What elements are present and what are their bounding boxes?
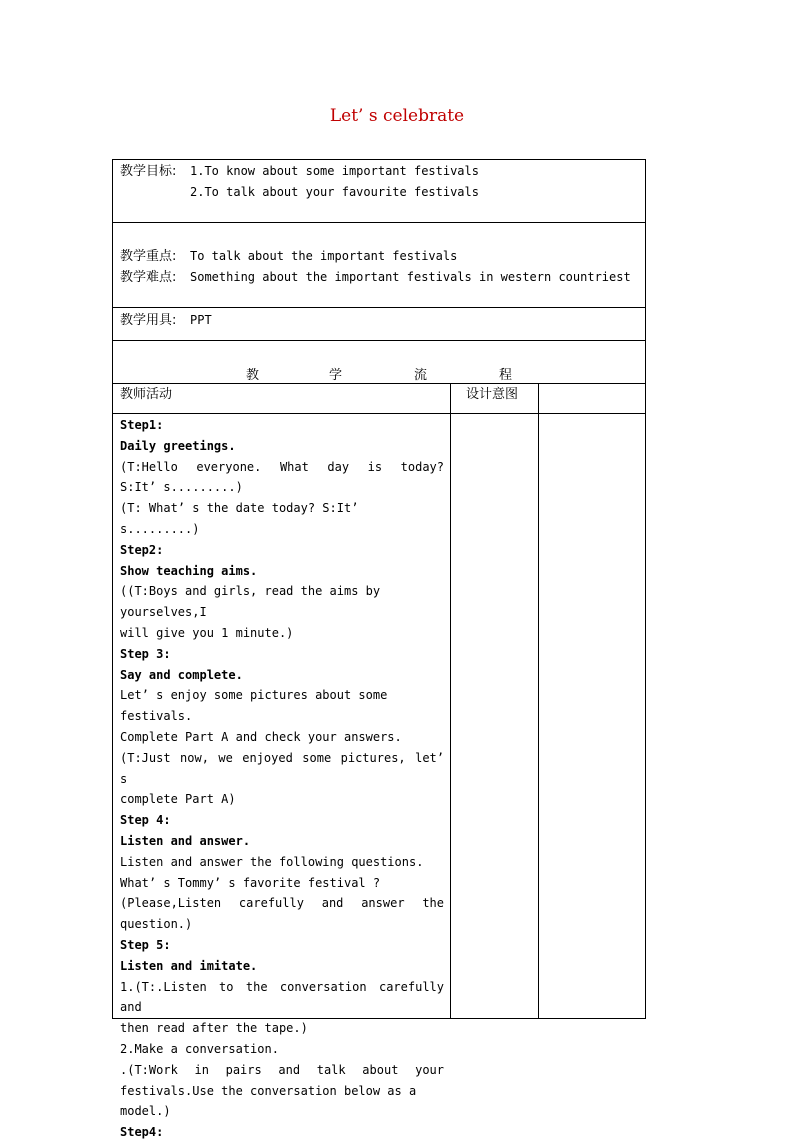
flow-heading bbox=[113, 364, 645, 384]
flow-heading-char: 学 bbox=[329, 368, 343, 383]
teacher-activity-header: 教师活动 bbox=[120, 387, 173, 402]
step-line: 2.Make a conversation. bbox=[120, 1041, 279, 1056]
teacher-activity-content bbox=[120, 415, 444, 1143]
column-divider bbox=[538, 383, 539, 1018]
difficult-point-label: 教学难点: bbox=[120, 270, 177, 285]
step-line: question.) bbox=[120, 917, 193, 932]
step-line: (T: What’ s the date today? S:It’ s.........) bbox=[120, 501, 359, 536]
step-heading: Step 4: bbox=[120, 813, 171, 828]
step-line: S:It’ s.........) bbox=[120, 480, 243, 495]
step-title: Listen and answer. bbox=[120, 833, 251, 848]
lesson-plan-table bbox=[112, 159, 646, 1140]
step-title: Say and complete. bbox=[120, 667, 243, 682]
tools-text: PPT bbox=[190, 313, 212, 327]
step-heading: Step1: bbox=[120, 418, 164, 432]
step-heading: Step 5: bbox=[120, 937, 171, 952]
step-line: Let’ s enjoy some pictures about some festivals. bbox=[120, 688, 388, 724]
step-heading: Step2: bbox=[120, 542, 164, 557]
step-title: Show teaching aims. bbox=[120, 563, 258, 578]
step-line: Listen and answer the following questions. bbox=[120, 854, 424, 869]
objective-1: 1.To know about some important festivals bbox=[190, 164, 479, 178]
step-line: What’ s Tommy’ s favorite festival ? bbox=[120, 875, 381, 890]
objective-2: 2.To talk about your favourite festivals bbox=[190, 185, 479, 199]
difficult-point-text: Something about the important festivals in western countriest bbox=[190, 270, 631, 284]
step-line: (T:Just now, we enjoyed some pictures, let’ s bbox=[120, 750, 444, 786]
row-divider bbox=[113, 413, 645, 414]
step-heading: Step 3: bbox=[120, 646, 171, 661]
step-line: (T:Hello everyone. What day is today? bbox=[120, 459, 444, 474]
step-line: complete Part A) bbox=[120, 792, 236, 807]
flow-heading-char: 教 bbox=[246, 368, 260, 383]
tools-label: 教学用具: bbox=[120, 313, 177, 328]
step-title: Listen and imitate. bbox=[120, 958, 258, 973]
step-line: (Please,Listen carefully and answer the bbox=[120, 896, 444, 911]
step-line: will give you 1 minute.) bbox=[120, 625, 294, 640]
step-line: Complete Part A and check your answers. bbox=[120, 729, 402, 744]
step-heading: Step4: bbox=[120, 1125, 164, 1140]
step-title: Daily greetings. bbox=[120, 438, 236, 453]
key-point-text: To talk about the important festivals bbox=[190, 249, 458, 263]
row-divider bbox=[113, 222, 645, 223]
step-line: 1.(T:.Listen to the conversation carefully and bbox=[120, 979, 444, 1015]
step-line: ((T:Boys and girls, read the aims by yourselves,I bbox=[120, 584, 381, 620]
step-line: then read after the tape.) bbox=[120, 1021, 308, 1036]
row-divider bbox=[113, 340, 645, 341]
design-intent-header: 设计意图 bbox=[466, 387, 519, 402]
objectives-label: 教学目标: bbox=[120, 164, 177, 179]
column-divider bbox=[450, 383, 451, 1018]
flow-heading-char: 程 bbox=[499, 368, 513, 383]
flow-heading-char: 流 bbox=[414, 368, 428, 383]
page-title: Let’ s celebrate bbox=[329, 106, 465, 126]
step-line: .(T:Work in pairs and talk about your bbox=[120, 1062, 444, 1077]
key-point-label: 教学重点: bbox=[120, 249, 177, 264]
step-line: festivals.Use the conversation below as a model.) bbox=[120, 1083, 417, 1119]
row-divider bbox=[113, 307, 645, 308]
